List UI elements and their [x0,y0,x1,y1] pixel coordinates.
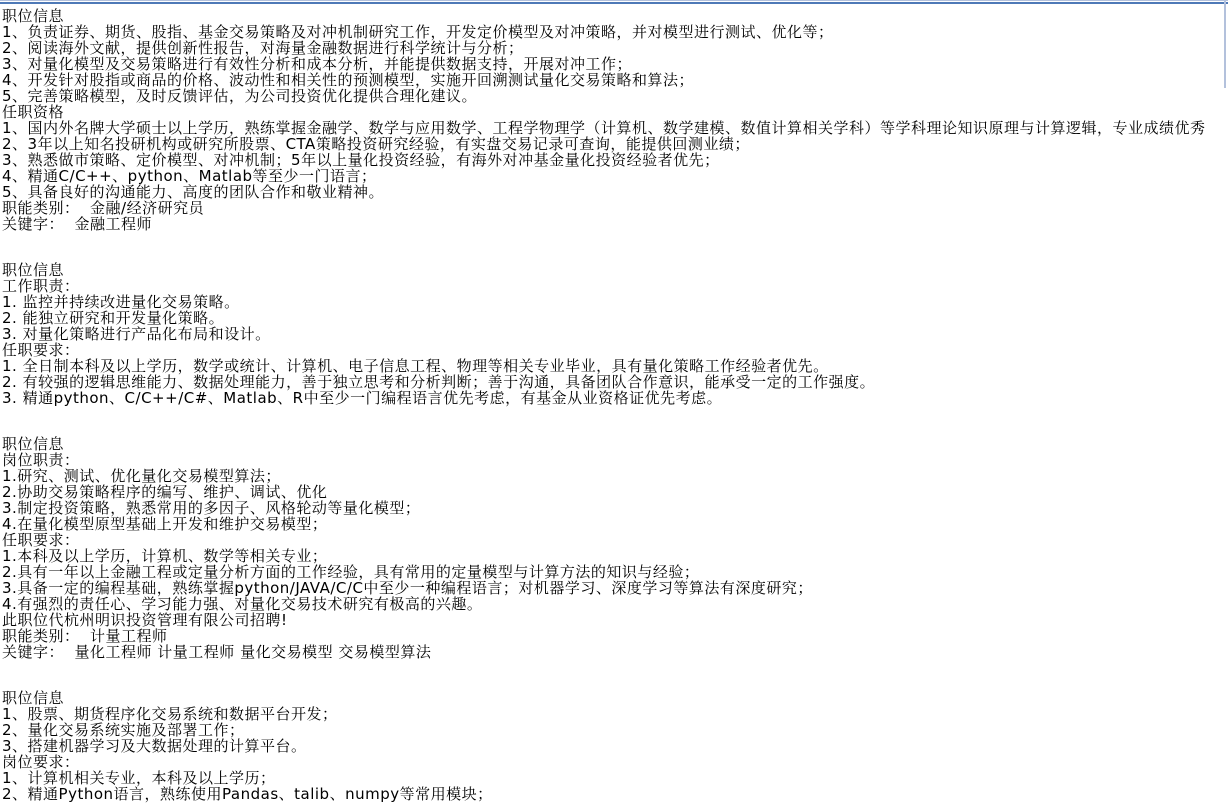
text-line: 2、阅读海外文献，提供创新性报告，对海量金融数据进行科学统计与分析； [2,39,524,57]
text-line: 2、3年以上知名投研机构或研究所股票、CTA策略投资研究经验，有实盘交易记录可查询，能提供回测业绩； [2,135,750,153]
text-line: 工作职责： [2,277,80,295]
text-line: 职能类别： 金融/经济研究员 [2,199,205,217]
text-line: 3、熟悉做市策略、定价模型、对冲机制；5年以上量化投资经验，有海外对冲基金量化投资经验者优先； [2,151,720,169]
text-line: 职位信息 [2,435,65,453]
text-line: 关键字： 金融工程师 [2,215,153,233]
text-line: 1、负责证券、期货、股指、基金交易策略及对冲机制研究工作，开发定价模型及对冲策略，并对模型进行测试、优化等； [2,23,834,41]
text-line: 4、开发针对股指或商品的价格、波动性和相关性的预测模型，实施开回溯测试量化交易策略和算法； [2,71,695,89]
text-line: 2.具有一年以上金融工程或定量分析方面的工作经验，具有常用的定量模型与计算方法的知识与经验； [2,563,700,581]
text-line: 3.具备一定的编程基础，熟练掌握python/JAVA/C/C中至少一种编程语言；对机器学习、深度学习等算法有深度研究； [2,579,813,597]
text-line: 岗位职责： [2,451,80,469]
text-line: 岗位要求： [2,753,80,771]
text-line: 3、对量化模型及交易策略进行有效性分析和成本分析，并能提供数据支持，开展对冲工作； [2,55,633,73]
text-line: 职位信息 [2,7,65,25]
text-line: 4、精通C/C++、python、Matlab等至少一门语言； [2,167,377,185]
text-line: 5、具备良好的沟通能力、高度的团队合作和敬业精神。 [2,183,385,201]
text-line: 此职位代杭州明识投资管理有限公司招聘! [2,611,288,629]
text-line: 2、量化交易系统实施及部署工作； [2,721,245,739]
job-posting-section [2,262,1228,406]
text-line: 3. 精通python、C/C++/C#、Matlab、R中至少一门编程语言优先考虑，有基金从业资格证优先考虑。 [2,389,723,407]
text-line: 职能类别： 计量工程师 [2,627,168,645]
text-line: 2. 能独立研究和开发量化策略。 [2,309,225,327]
text-line: 1、计算机相关专业，本科及以上学历； [2,769,276,787]
text-line: 关键字： 量化工程师 计量工程师 量化交易模型 交易模型算法 [2,643,432,661]
text-line: 1、国内外名牌大学硕士以上学历，熟练掌握金融学、数学与应用数学、工程学物理学（计算机、数学建模、数值计算相关学科）等学科理论知识原理与计算逻辑，专业成绩优秀 [2,119,1206,137]
text-line: 任职要求： [2,341,80,359]
text-line: 3、搭建机器学习及大数据处理的计算平台。 [2,737,307,755]
text-line: 5、完善策略模型，及时反馈评估，为公司投资优化提供合理化建议。 [2,87,478,105]
text-line: 2. 有较强的逻辑思维能力、数据处理能力，善于独立思考和分析判断；善于沟通，具备团队合作意识，能承受一定的工作强度。 [2,373,876,391]
text-line: 1.研究、测试、优化量化交易模型算法； [2,467,281,485]
text-line: 1.本科及以上学历，计算机、数学等相关专业； [2,547,328,565]
job-posting-section [2,8,1228,232]
text-line: 职位信息 [2,689,65,707]
text-line: 任职要求： [2,531,80,549]
job-posting-section [2,690,1228,802]
text-line: 4.在量化模型原型基础上开发和维护交易模型； [2,515,328,533]
text-line: 任职资格 [2,103,65,121]
text-line: 1. 监控并持续改进量化交易策略。 [2,293,240,311]
text-line: 1、股票、期货程序化交易系统和数据平台开发； [2,705,338,723]
text-line: 3.制定投资策略，熟悉常用的多因子、风格轮动等量化模型； [2,499,421,517]
text-line: 1. 全日制本科及以上学历，数学或统计、计算机、电子信息工程、物理等相关专业毕业，具有量化策略工作经验者优先。 [2,357,829,375]
text-line: 3. 对量化策略进行产品化布局和设计。 [2,325,271,343]
text-line: 2、精通Python语言，熟练使用Pandas、talib、numpy等常用模块； [2,785,493,803]
text-line: 职位信息 [2,261,65,279]
text-line: 2.协助交易策略程序的编写、维护、调试、优化 [2,483,328,501]
text-line: 4.有强烈的责任心、学习能力强、对量化交易技术研究有极高的兴趣。 [2,595,483,613]
job-postings-text [2,4,1228,812]
job-posting-section [2,436,1228,660]
